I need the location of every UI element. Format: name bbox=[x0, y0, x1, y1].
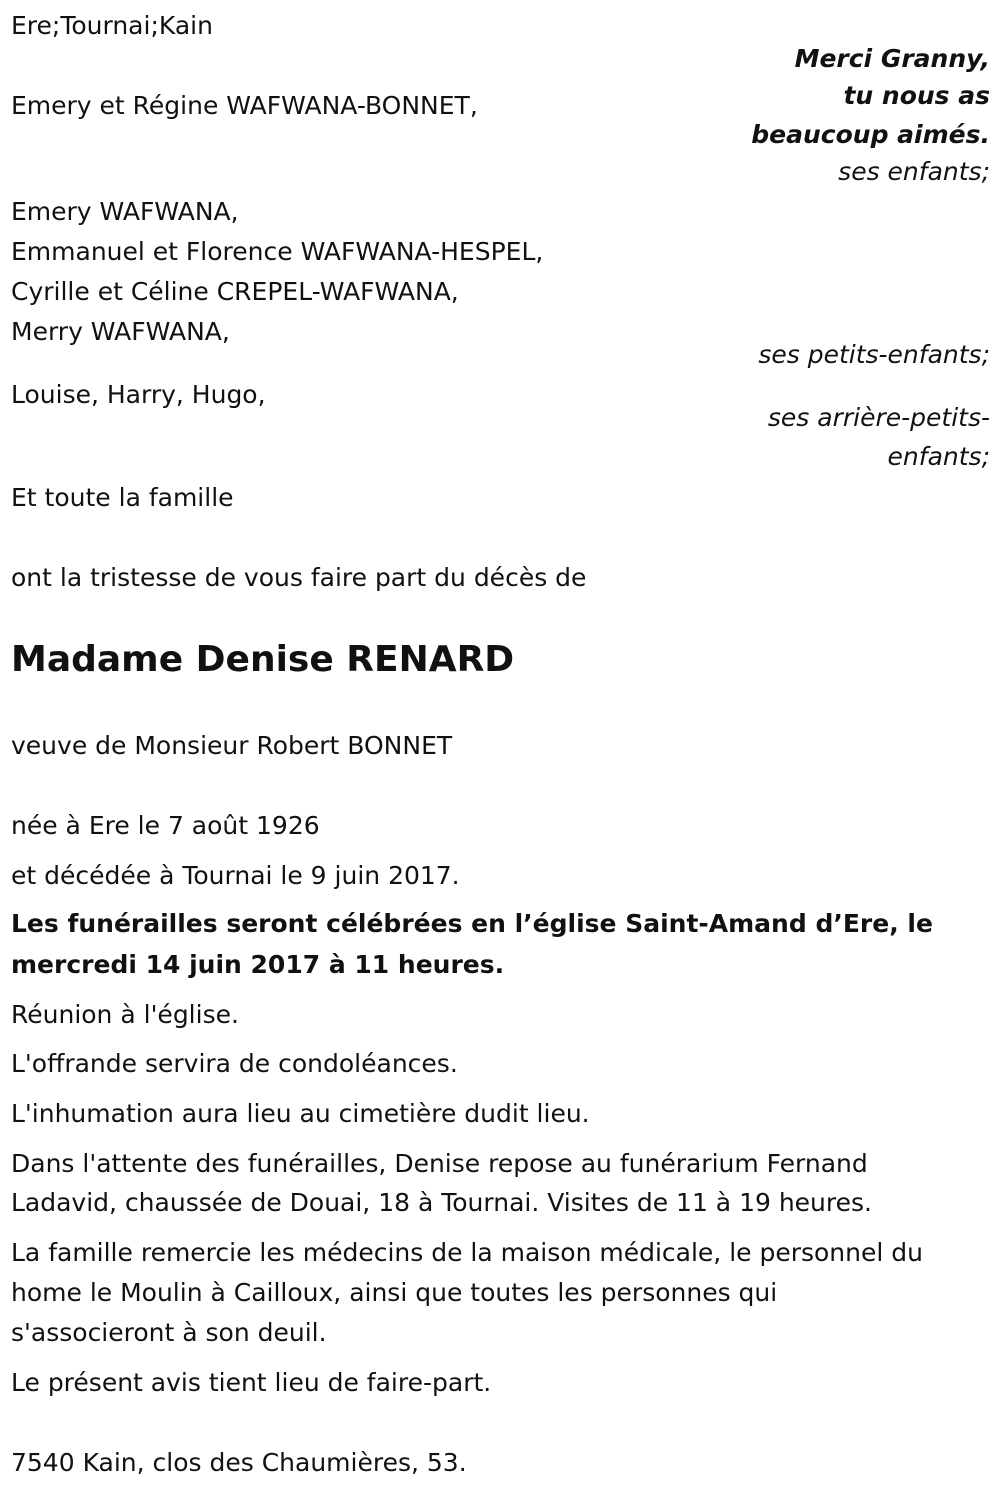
children-label: ses enfants; bbox=[838, 157, 990, 186]
viewing-line-1: Dans l'attente des funérailles, Denise repose au funérarium Fernand bbox=[11, 1149, 868, 1178]
notice-line: Le présent avis tient lieu de faire-part. bbox=[11, 1368, 492, 1397]
death-line: et décédée à Tournai le 9 juin 2017. bbox=[11, 861, 460, 890]
family-line: Et toute la famille bbox=[11, 483, 234, 512]
thanks-line-1: La famille remercie les médecins de la maison médicale, le personnel du bbox=[11, 1238, 923, 1267]
birth-line: née à Ere le 7 août 1926 bbox=[11, 811, 320, 840]
great-grandchildren-names: Louise, Harry, Hugo, bbox=[11, 380, 266, 409]
grandchild-1: Emery WAFWANA, bbox=[11, 197, 239, 226]
great-grandchildren-label-line-1: ses arrière-petits- bbox=[767, 403, 990, 432]
burial-line: L'inhumation aura lieu au cimetière dudit lieu. bbox=[11, 1099, 590, 1128]
meeting-line: Réunion à l'église. bbox=[11, 1000, 239, 1029]
funeral-line-2: mercredi 14 juin 2017 à 11 heures. bbox=[11, 950, 505, 979]
dedication-line-1: Merci Granny, bbox=[794, 44, 990, 73]
children-names: Emery et Régine WAFWANA-BONNET, bbox=[11, 91, 478, 120]
funeral-line-1: Les funérailles seront célébrées en l’église Saint-Amand d’Ere, le bbox=[11, 909, 933, 938]
address-line: 7540 Kain, clos des Chaumières, 53. bbox=[11, 1448, 467, 1477]
grandchild-4: Merry WAFWANA, bbox=[11, 317, 230, 346]
deceased-name: Madame Denise RENARD bbox=[11, 639, 515, 680]
thanks-line-3: s'associeront à son deuil. bbox=[11, 1318, 327, 1347]
dedication-line-3: beaucoup aimés. bbox=[751, 120, 990, 149]
grandchildren-label: ses petits-enfants; bbox=[758, 340, 990, 369]
offering-line: L'offrande servira de condoléances. bbox=[11, 1049, 458, 1078]
viewing-line-2: Ladavid, chaussée de Douai, 18 à Tournai. Visites de 11 à 19 heures. bbox=[11, 1188, 872, 1217]
thanks-line-2: home le Moulin à Cailloux, ainsi que toutes les personnes qui bbox=[11, 1278, 778, 1307]
dedication-line-2: tu nous as bbox=[843, 81, 990, 110]
location-line: Ere;Tournai;Kain bbox=[11, 11, 213, 40]
announcement-line: ont la tristesse de vous faire part du décès de bbox=[11, 563, 587, 592]
widow-of-line: veuve de Monsieur Robert BONNET bbox=[11, 731, 453, 760]
grandchild-2: Emmanuel et Florence WAFWANA-HESPEL, bbox=[11, 237, 544, 266]
grandchild-3: Cyrille et Céline CREPEL-WAFWANA, bbox=[11, 277, 459, 306]
great-grandchildren-label-line-2: enfants; bbox=[887, 442, 990, 471]
